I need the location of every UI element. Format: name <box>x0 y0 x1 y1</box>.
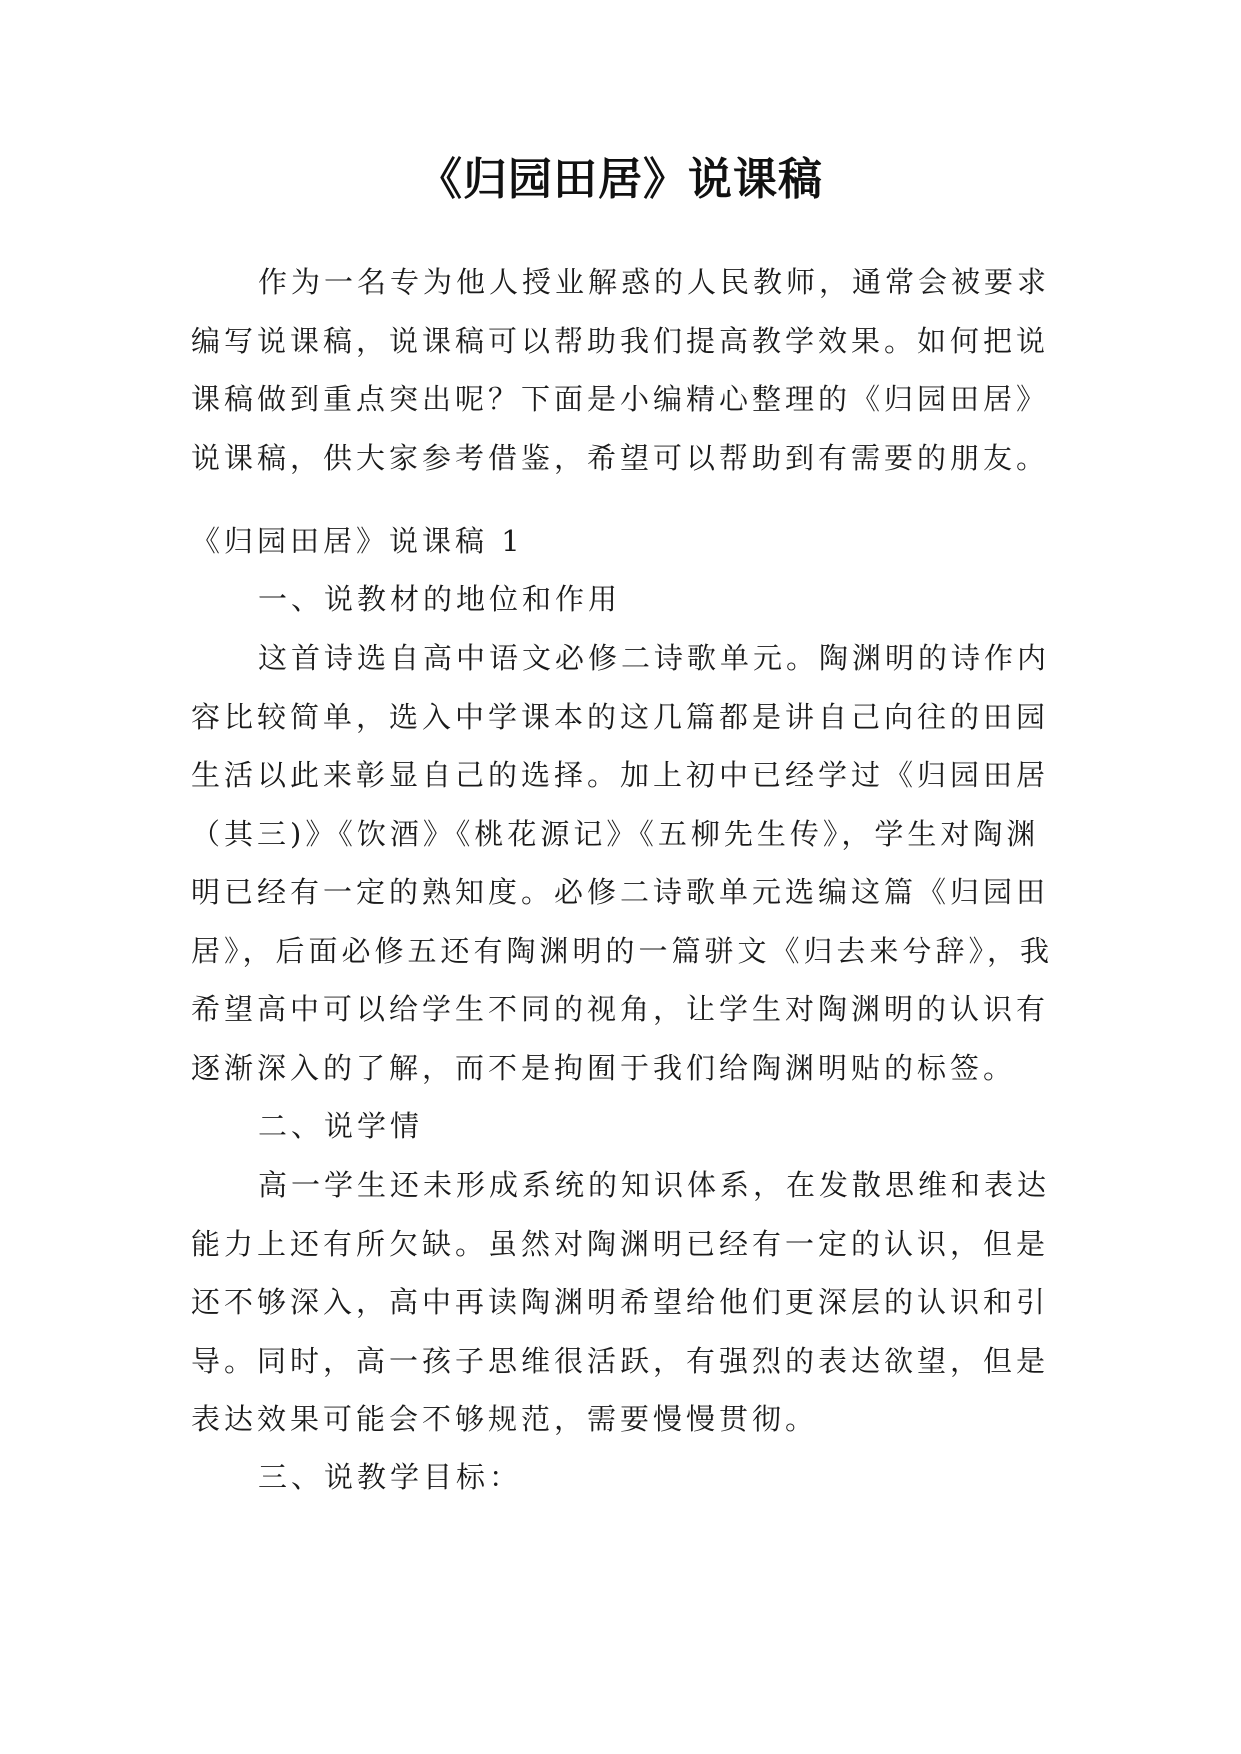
intro-line: 说课稿，供大家参考借鉴，希望可以帮助到有需要的朋友。 <box>191 440 1050 475</box>
document-title: 《归园田居》说课稿 <box>418 154 823 205</box>
paragraph-1-line: 逐渐深入的了解，而不是拘囿于我们给陶渊明贴的标签。 <box>191 1050 1017 1085</box>
paragraph-1-line: 这首诗选自高中语文必修二诗歌单元。陶渊明的诗作内 <box>258 641 1051 675</box>
intro-line: 课稿做到重点突出呢？下面是小编精心整理的《归园田居》 <box>191 382 1050 416</box>
paragraph-1-line: 容比较简单，选入中学课本的这几篇都是讲自己向往的田园 <box>191 699 1050 734</box>
paragraph-1-line: 居》，后面必修五还有陶渊明的一篇骈文《归去来兮辞》，我 <box>191 933 1054 968</box>
heading-2 <box>191 1097 1061 1156</box>
paragraph-2-line: 导。同时，高一孩子思维很活跃，有强烈的表达欲望，但是 <box>191 1343 1050 1378</box>
paragraph-1 <box>191 629 1061 1097</box>
heading-3-text: 三、说教学目标： <box>258 1460 523 1494</box>
paragraph-2-line: 表达效果可能会不够规范，需要慢慢贯彻。 <box>191 1402 819 1436</box>
paragraph-2-line: 能力上还有所欠缺。虽然对陶渊明已经有一定的认识，但是 <box>191 1226 1050 1261</box>
heading-1-text: 一、说教材的地位和作用 <box>258 582 622 616</box>
paragraph-2-line: 高一学生还未形成系统的知识体系，在发散思维和表达 <box>258 1168 1051 1202</box>
paragraph-1-line: 明已经有一定的熟知度。必修二诗歌单元选编这篇《归园田 <box>191 875 1050 909</box>
intro-paragraph <box>191 253 1061 487</box>
paragraph-2-line: 还不够深入，高中再读陶渊明希望给他们更深层的认识和引 <box>191 1285 1050 1319</box>
heading-2-text: 二、说学情 <box>258 1109 424 1143</box>
intro-line: 编写说课稿，说课稿可以帮助我们提高教学效果。如何把说 <box>191 323 1050 358</box>
heading-3 <box>191 1448 1061 1507</box>
paragraph-1-line: 生活以此来彰显自己的选择。加上初中已经学过《归园田居 <box>191 758 1050 792</box>
intro-line: 作为一名专为他人授业解惑的人民教师，通常会被要求 <box>258 265 1051 299</box>
section-title-text: 《归园田居》说课稿 1 <box>191 524 524 558</box>
paragraph-1-line: 希望高中可以给学生不同的视角，让学生对陶渊明的认识有 <box>191 992 1050 1026</box>
heading-1 <box>191 570 1061 629</box>
section-title <box>191 512 1061 571</box>
paragraph-2 <box>191 1156 1061 1449</box>
paragraph-1-line: （其三)》《饮酒》《桃花源记》《五柳先生传》，学生对陶渊 <box>191 816 1040 851</box>
